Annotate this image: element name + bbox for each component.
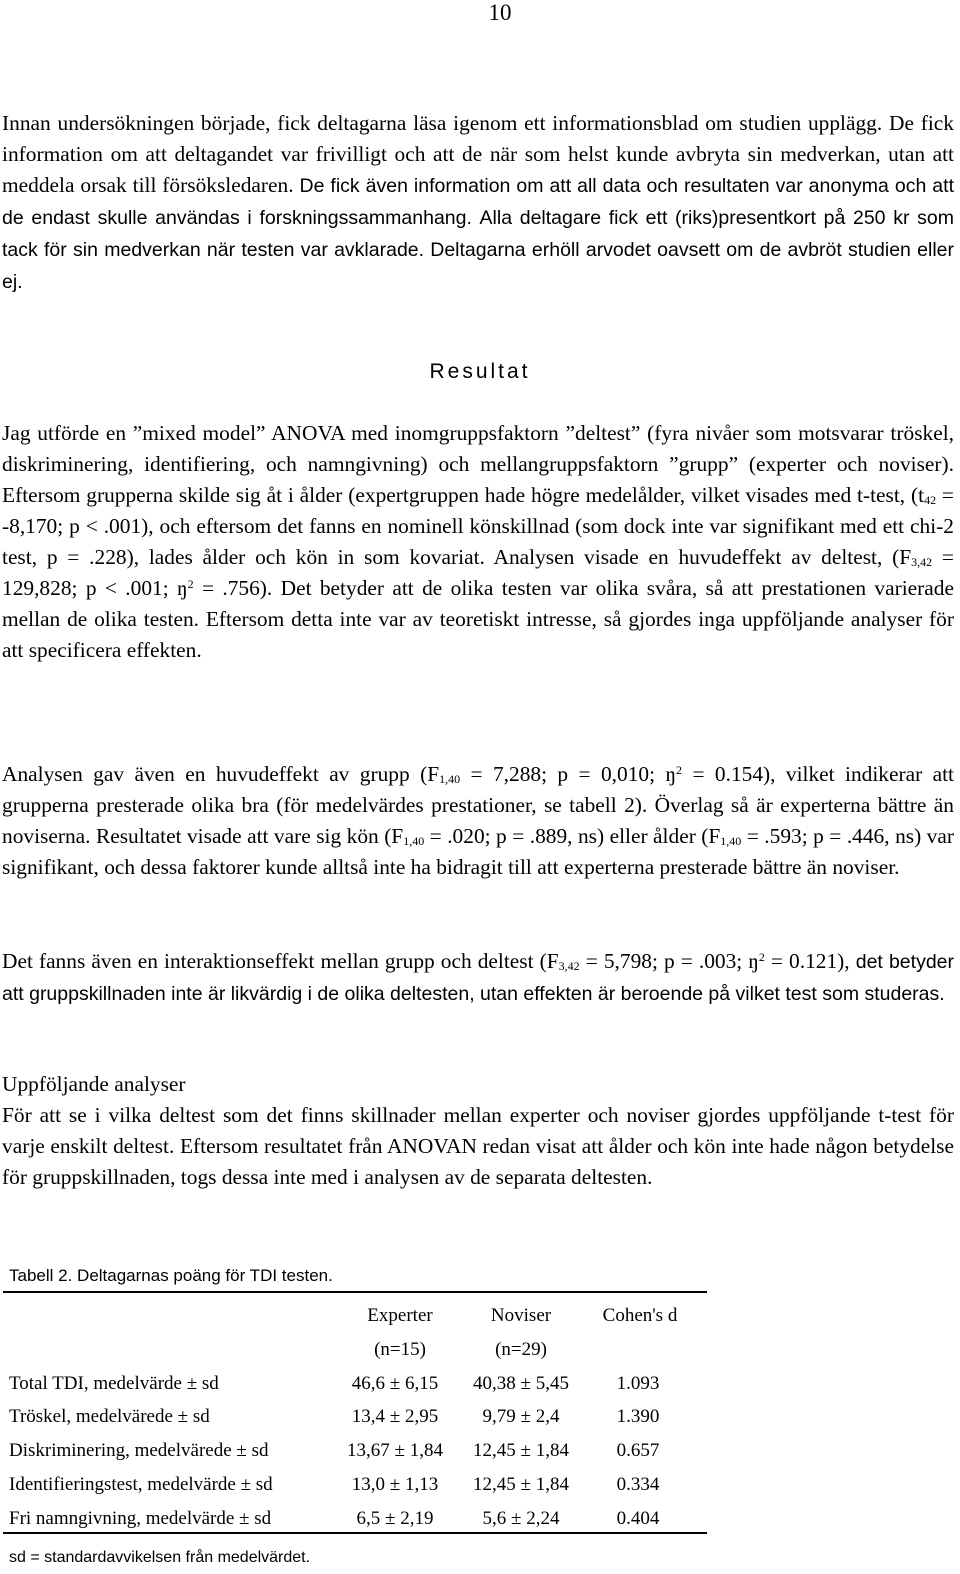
interaction-text-4: det betyder att gruppskillnaden inte är likvärdig i de olika deltesten, utan effekten är beroende på vilket test som studeras.	[2, 951, 954, 1005]
interaction-text-1: Det fanns även en interaktionseffekt mellan grupp och deltest (F	[2, 949, 559, 973]
group-effect-paragraph	[2, 759, 954, 883]
row-cohens-d: 1.093	[616, 1373, 660, 1394]
row-cohens-d: 0.334	[616, 1474, 660, 1495]
subheading-uppfoljande: Uppföljande analyser	[2, 1072, 186, 1096]
intro-sentence-2: De fick även information om att all data och resultaten var anonyma och att de endast skulle användas i forskningssammanhang.	[2, 175, 954, 229]
header-cohens-d: Cohen's d	[602, 1305, 678, 1326]
group-sub-2: 1,40	[403, 834, 425, 848]
anova-sub-1: 42	[924, 493, 937, 507]
row-cohens-d: 0.404	[616, 1508, 660, 1529]
header-noviser: Noviser	[490, 1305, 552, 1326]
row-experter: 6,5 ± 2,19	[356, 1508, 434, 1529]
table-footnote: sd = standardavvikelsen från medelvärdet.	[9, 1549, 311, 1566]
group-text-4: = .020; p = .889, ns) eller ålder (F	[424, 824, 721, 848]
row-experter: 13,0 ± 1,13	[351, 1474, 439, 1495]
anova-text-1: Jag utförde en ”mixed model” ANOVA med inomgruppsfaktorn ”deltest” (fyra nivåer som motsvarar tröskel, diskriminering, identifiering, och namngivning) och mellangruppsfaktorn ”grupp” (experter och noviser). Eftersom grupperna skilde sig åt i ålder (expertgruppen hade högre medelålder, vilket visades med t-test, (t	[2, 421, 954, 507]
group-text-5: = .593; p = .446, ns) var signifikant, och dessa faktorer kunde alltså inte ha bidragit till att experterna presterade bättre än noviser.	[2, 824, 954, 879]
row-noviser: 12,45 ± 1,84	[473, 1474, 569, 1495]
row-noviser: 5,6 ± 2,24	[482, 1508, 560, 1529]
group-sub-3: 1,40	[720, 834, 742, 848]
table-caption: Tabell 2. Deltagarnas poäng för TDI testen.	[9, 1266, 333, 1285]
header-experter-n: (n=15)	[374, 1339, 426, 1360]
row-label: Fri namngivning, medelvärde ± sd	[9, 1508, 272, 1529]
row-cohens-d: 1.390	[616, 1406, 660, 1427]
intro-sentence-1: Innan undersökningen började, fick deltagarna läsa igenom ett informationsblad om studien upplägg. De fick information om att deltagandet var frivilligt och att de när som helst kunde avbryta sin medverkan, utan att meddela orsak till försöksledaren.	[2, 111, 954, 197]
header-experter: Experter	[367, 1305, 433, 1326]
interaction-sup-1: 2	[758, 950, 765, 964]
row-label: Diskriminering, medelvärede ± sd	[9, 1440, 269, 1461]
row-cohens-d: 0.657	[616, 1440, 660, 1461]
interaction-text-3: = 0.121),	[764, 949, 856, 973]
intro-sentence-3: Alla deltagare fick ett (riks)presentkort på 250 kr som tack för sin medverkan när testen var avklarade.	[2, 207, 954, 261]
section-heading-resultat: Resultat	[429, 360, 531, 383]
anova-sup-1: 2	[187, 577, 194, 591]
group-sub-1: 1,40	[439, 772, 461, 786]
row-experter: 13,4 ± 2,95	[351, 1406, 439, 1427]
table-bottom-rule	[3, 1532, 707, 1534]
group-text-2: = 7,288; p = 0,010; ŋ	[460, 762, 677, 786]
table-top-rule	[3, 1291, 707, 1293]
group-text-3: = 0.154), vilket indikerar att grupperna presterade olika bra (för medelvärdes prestationer, se tabell 2). Överlag så är experterna bättre än noviserna. Resultatet visade att vare sig kön (F	[2, 762, 954, 848]
group-text-1: Analysen gav även en huvudeffekt av grupp (F	[2, 762, 440, 786]
row-label: Tröskel, medelvärede ± sd	[9, 1406, 210, 1427]
anova-text-2: = -8,170; p < .001), och eftersom det fanns en nominell könskillnad (som dock inte var signifikant med ett chi-2 test, p = .228), lades ålder och kön in som kovariat. Analysen visade en huvudeffekt av deltest, (F	[2, 483, 954, 569]
row-noviser: 9,79 ± 2,4	[482, 1406, 560, 1427]
anova-text-3: = 129,828; p < .001; ŋ	[2, 545, 954, 600]
header-noviser-n: (n=29)	[495, 1339, 547, 1360]
interaction-text-2: = 5,798; p = .003; ŋ	[579, 949, 759, 973]
row-experter: 13,67 ± 1,84	[347, 1440, 443, 1461]
group-sup-1: 2	[676, 763, 683, 777]
anova-text-4: = .756). Det betyder att de olika testen var olika svåra, så att prestationen varierade mellan de olika testen. Eftersom detta inte var av teoretiskt intresse, så gjordes inga uppföljande analyser för att specificera effekten.	[2, 576, 954, 662]
row-experter: 46,6 ± 6,15	[351, 1373, 439, 1394]
anova-paragraph	[2, 418, 954, 666]
anova-sub-2: 3,42	[911, 555, 933, 569]
interaction-paragraph	[2, 946, 954, 1010]
row-noviser: 40,38 ± 5,45	[473, 1373, 569, 1394]
interaction-sub-1: 3,42	[558, 959, 580, 973]
row-label: Total TDI, medelvärde ± sd	[9, 1373, 219, 1394]
followup-paragraph: För att se i vilka deltest som det finns skillnader mellan experter och noviser gjordes uppföljande t-test för varje enskilt deltest. Eftersom resultatet från ANOVAN redan visat att ålder och kön inte hade någon betydelse för gruppskillnaden, togs dessa inte med i analysen av de separata deltesten.	[2, 1103, 954, 1189]
intro-sentence-4: Deltagarna erhöll arvodet oavsett om de avbröt studien eller ej.	[2, 239, 954, 293]
row-noviser: 12,45 ± 1,84	[473, 1440, 569, 1461]
page-number: 10	[488, 0, 512, 25]
row-label: Identifieringstest, medelvärde ± sd	[9, 1474, 273, 1495]
intro-paragraph	[2, 108, 954, 298]
